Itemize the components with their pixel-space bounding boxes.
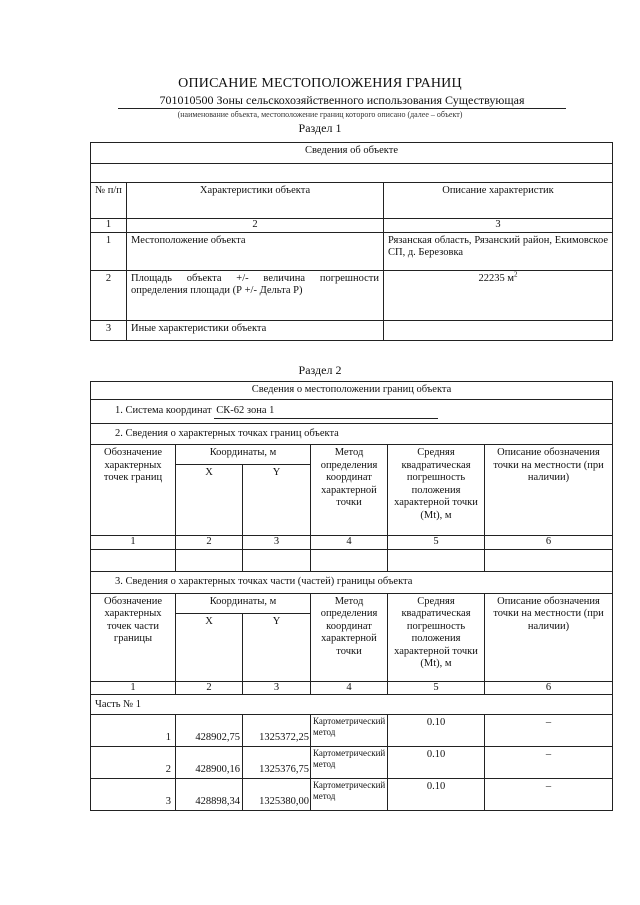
index-cell: 3	[243, 681, 311, 695]
row-characteristic: Иные характеристики объекта	[127, 320, 384, 340]
point-y: 1325380,00	[243, 779, 311, 811]
point-x: 428900,16	[176, 747, 243, 779]
row-characteristic: Местоположение объекта	[127, 232, 384, 270]
index-cell: 1	[91, 219, 127, 233]
header-description: Описание обозначения точки на местности (при наличии)	[485, 445, 613, 536]
header-x: X	[176, 613, 243, 681]
section1-table-title: Сведения об объекте	[91, 143, 613, 164]
point-x: 428902,75	[176, 715, 243, 747]
point-x: 428898,34	[176, 779, 243, 811]
row-num: 1	[91, 232, 127, 270]
index-cell: 3	[384, 219, 613, 233]
header-part-point-designation: Обозначение характерных точек части границы	[91, 593, 176, 681]
point-description: –	[485, 747, 613, 779]
point-description: –	[485, 715, 613, 747]
points-section-title: 2. Сведения о характерных точках границ объекта	[91, 424, 613, 445]
point-y: 1325376,75	[243, 747, 311, 779]
col-header-characteristics: Характеристики объекта	[127, 183, 384, 219]
header-coords: Координаты, м	[176, 445, 311, 465]
index-cell: 2	[127, 219, 384, 233]
part-label: Часть № 1	[91, 695, 613, 715]
index-cell: 4	[311, 681, 388, 695]
index-cell: 6	[485, 681, 613, 695]
header-y: Y	[243, 613, 311, 681]
object-name: 701010500 Зоны сельскохозяйственного использования Существующая	[118, 94, 566, 109]
object-name-note: (наименование объекта, местоположение границ которого описано (далее – объект)	[177, 110, 463, 119]
document-title: ОПИСАНИЕ МЕСТОПОЛОЖЕНИЯ ГРАНИЦ	[178, 76, 462, 91]
table-row	[91, 715, 613, 747]
index-cell: 1	[91, 536, 176, 550]
header-method: Метод определения координат характерной точки	[311, 593, 388, 681]
point-mt: 0.10	[388, 715, 485, 747]
index-cell: 4	[311, 536, 388, 550]
coord-system-row	[91, 400, 613, 424]
header-method: Метод определения координат характерной точки	[311, 445, 388, 536]
col-header-description: Описание характеристик	[384, 183, 613, 219]
section1-table	[90, 142, 613, 341]
point-y: 1325372,25	[243, 715, 311, 747]
row-description	[384, 320, 613, 340]
table-row	[91, 747, 613, 779]
index-cell: 1	[91, 681, 176, 695]
row-num: 2	[91, 270, 127, 320]
col-header-num: № п/п	[91, 183, 127, 219]
header-point-designation: Обозначение характерных точек границ	[91, 445, 176, 536]
section1-empty-row	[91, 164, 613, 183]
row-characteristic: Площадь объекта +/- величина погрешности определения площади (Р +/- Дельта Р)	[127, 270, 384, 320]
header-x: X	[176, 465, 243, 536]
row-description: Рязанская область, Рязанский район, Екимовское СП, д. Березовка	[384, 232, 613, 270]
header-description: Описание обозначения точки на местности (при наличии)	[485, 593, 613, 681]
section2-table-title: Сведения о местоположении границ объекта	[91, 382, 613, 400]
coord-system-value: СК-62 зона 1	[214, 405, 438, 419]
table-row	[91, 232, 613, 270]
index-cell: 2	[176, 536, 243, 550]
point-mt: 0.10	[388, 779, 485, 811]
table-row	[91, 320, 613, 340]
row-num: 3	[91, 320, 127, 340]
header-accuracy: Средняя квадратическая погрешность положения характерной точки (Mt), м	[388, 445, 485, 536]
point-number: 3	[91, 779, 176, 811]
area-unit-sup: 2	[514, 270, 518, 278]
header-accuracy: Средняя квадратическая погрешность положения характерной точки (Mt), м	[388, 593, 485, 681]
index-cell: 5	[388, 681, 485, 695]
parts-section-title: 3. Сведения о характерных точках части (частей) границы объекта	[91, 571, 613, 593]
point-number: 2	[91, 747, 176, 779]
index-cell: 6	[485, 536, 613, 550]
point-description: –	[485, 779, 613, 811]
point-method: Картометрический метод	[311, 747, 388, 779]
header-coords: Координаты, м	[176, 593, 311, 613]
index-cell: 5	[388, 536, 485, 550]
area-value: 22235 м	[478, 272, 515, 284]
empty-points-row	[91, 549, 613, 571]
table-row	[91, 779, 613, 811]
index-cell: 2	[176, 681, 243, 695]
section1-label: Раздел 1	[298, 121, 342, 135]
table-row	[91, 270, 613, 320]
row-description	[384, 270, 613, 320]
point-number: 1	[91, 715, 176, 747]
point-method: Картометрический метод	[311, 779, 388, 811]
coord-system-label: 1. Система координат	[115, 405, 212, 416]
index-cell: 3	[243, 536, 311, 550]
section2-label: Раздел 2	[298, 363, 342, 377]
header-y: Y	[243, 465, 311, 536]
point-method: Картометрический метод	[311, 715, 388, 747]
section2-table	[90, 381, 613, 811]
point-mt: 0.10	[388, 747, 485, 779]
